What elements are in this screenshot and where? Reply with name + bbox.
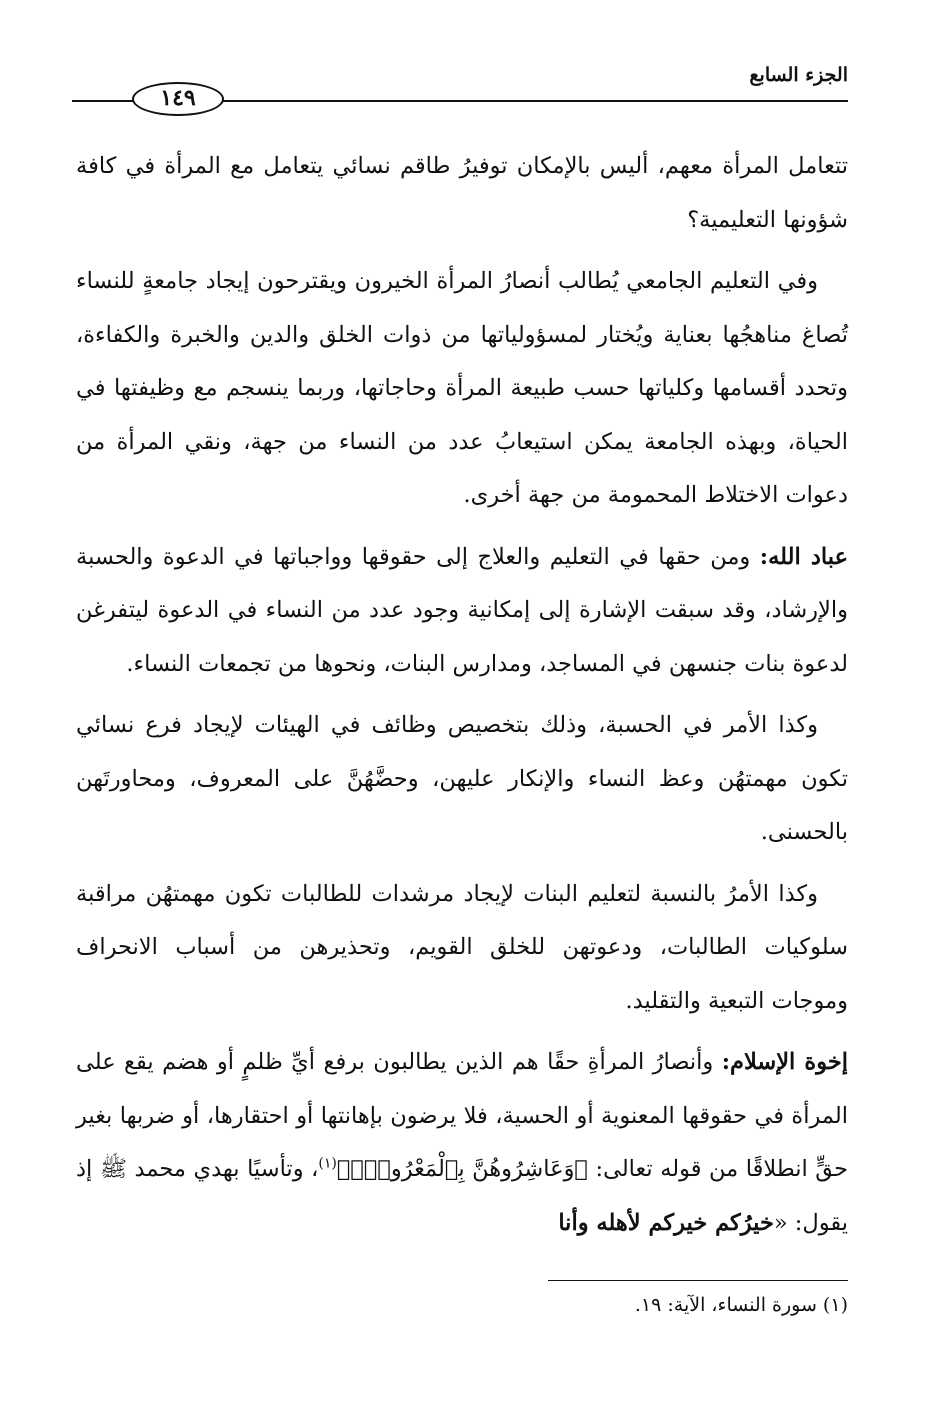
paragraph-6-text-2: ، وتأسيًا بهدي محمد ﷺ إذ يقول: «: [76, 1156, 848, 1236]
paragraph-1: تتعامل المرأة معهم، أليس بالإمكان توفيرُ طاقم نسائي يتعامل مع المرأة في كافة شؤونها التعليمية؟: [76, 153, 848, 233]
footnote-rule: [548, 1280, 848, 1281]
footnote-1: (١) سورة النساء، الآية: ١٩.: [634, 1294, 848, 1316]
paragraph-2: وفي التعليم الجامعي يُطالب أنصارُ المرأة الخيرون ويقترحون إيجاد جامعةٍ للنساء تُصاغ مناهجُها بعناية ويُختار لمسؤولياتها من ذوات الخلق والدين والخبرة والكفاءة، وتحدد أقسامها وكلياتها حسب طبيعة المرأة وحاجاتها، وربما ينسجم مع وظيفتها في الحياة، وبهذه الجامعة يمكن استيعابُ عدد من النساء من جهة، ونقي المرأة من دعوات الاختلاط المحمومة من جهة أخرى.: [76, 268, 848, 508]
paragraph-6-lead: إخوة الإسلام:: [721, 1049, 848, 1075]
paragraph-6: [76, 1036, 848, 1250]
paragraph-3-text: ومن حقها في التعليم والعلاج إلى حقوقها وواجباتها في الدعوة والحسبة والإرشاد، وقد سبقت الإشارة إلى إمكانية وجود عدد من النساء في الدعوة ليتفرغن لدعوة بنات جنسهن في المساجد، ومدارس البنات، ونحوها من تجمعات النساء.: [76, 543, 848, 677]
quran-verse: ﴿وَعَاشِرُوهُنَّ بِٱلْمَعْرُوفِۚ﴾: [336, 1156, 588, 1182]
running-title: الجزء السابع: [749, 64, 848, 86]
paragraph-6-text-1: وأنصارُ المرأةِ حقًا هم الذين يطالبون برفع أيِّ ظلمٍ أو هضم يقع على المرأة في حقوقها المعنوية أو الحسية، فلا يرضون بإهانتها أو احتقارها، أو ضربها بغير حقٍّ انطلاقًا من قوله تعالى:: [76, 1049, 848, 1182]
page-header: [72, 62, 848, 122]
paragraph-3-lead: عباد الله:: [759, 543, 848, 570]
paragraph-5: وكذا الأمرُ بالنسبة لتعليم البنات لإيجاد مرشدات للطالبات تكون مهمتهُن مراقبة سلوكيات الطالبات، ودعوتهن للخلق القويم، وتحذيرهن من أسباب الانحراف وموجات التبعية والتقليد.: [76, 880, 848, 1014]
paragraph-4: وكذا الأمر في الحسبة، وذلك بتخصيص وظائف في الهيئات لإيجاد فرع نسائي تكون مهمتهُن وعظ النساء والإنكار عليهن، وحضَّهُنَّ على المعروف، ومحاورتَهن بالحسنى.: [76, 712, 848, 845]
footnote-reference[interactable]: (١): [318, 1155, 337, 1172]
paragraph-3: [76, 531, 848, 692]
main-text: [76, 140, 848, 1258]
page-number: ١٤٩: [132, 82, 224, 116]
hadith-quote: خيرُكم خيركم لأهله وأنا: [558, 1209, 774, 1236]
